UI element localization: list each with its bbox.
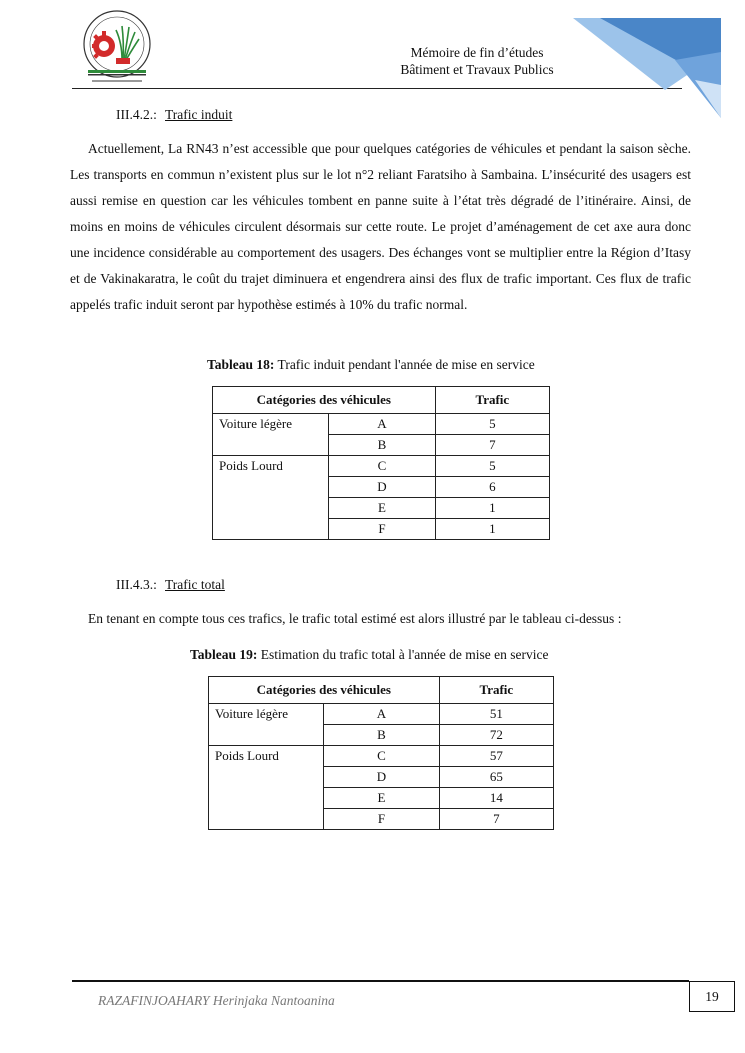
section-title: Trafic induit <box>165 107 233 122</box>
table-header-row <box>209 677 554 704</box>
table-18-caption <box>207 357 535 373</box>
school-logo-icon <box>78 8 156 88</box>
traffic-value: 1 <box>435 519 549 540</box>
category-voiture-legere: Voiture légère <box>209 704 324 746</box>
paragraph-trafic-induit: Actuellement, La RN43 n’est accessible que pour quelques catégories de véhicules et pendant la saison sèche. Les transports en commun n’existent plus sur le lot n°2 reliant Faratsiho à Sambaina. L’insécurité des usagers est aussi remise en question car les véhicules tombent en panne suite à l’état très dégradé de l’itinéraire. Ainsi, de moins en moins de véhicules circulent désormais sur cette route. Le projet d’aménagement de cet axe aura donc une incidence considérable au comportement des usagers. Des échanges vont se multiplier entre la Région d’Itasy et de Vakinakaratra, le coût du trajet diminuera et engendrera ainsi des flux de trafic important. Ces flux de trafic appelés trafic induit seront par hypothèse estimés à 10% du trafic normal. <box>70 141 691 312</box>
section-heading-trafic-total <box>116 577 225 593</box>
traffic-value: 72 <box>439 725 553 746</box>
subcategory-cell: F <box>324 809 439 830</box>
traffic-value: 57 <box>439 746 553 767</box>
paragraph-trafic-total: En tenant en compte tous ces trafics, le trafic total estimé est alors illustré par le tableau ci-dessus : <box>88 611 622 626</box>
section-title: Trafic total <box>165 577 225 592</box>
caption-text: Trafic induit pendant l'année de mise en service <box>277 357 535 372</box>
table-18 <box>212 386 550 540</box>
table-header-row <box>213 387 550 414</box>
traffic-value: 5 <box>435 456 549 477</box>
subcategory-cell: B <box>324 725 439 746</box>
section-heading-trafic-induit <box>116 107 232 123</box>
subcategory-cell: E <box>329 498 435 519</box>
subcategory-cell: B <box>329 435 435 456</box>
header-department: Bâtiment et Travaux Publics <box>400 62 554 77</box>
subcategory-cell: F <box>329 519 435 540</box>
traffic-value: 65 <box>439 767 553 788</box>
subcategory-cell: A <box>324 704 439 725</box>
header-memoire-title: Mémoire de fin d’études <box>410 45 544 60</box>
table-row <box>213 456 550 477</box>
traffic-value: 14 <box>439 788 553 809</box>
subcategory-cell: D <box>324 767 439 788</box>
section-number: III.4.3.: <box>116 577 157 592</box>
traffic-value: 7 <box>439 809 553 830</box>
header-category: Catégories des véhicules <box>213 387 436 414</box>
caption-label: Tableau 18: <box>207 357 275 372</box>
table-row <box>209 704 554 725</box>
category-poids-lourd: Poids Lourd <box>209 746 324 830</box>
subcategory-cell: C <box>329 456 435 477</box>
traffic-value: 7 <box>435 435 549 456</box>
header-category: Catégories des véhicules <box>209 677 440 704</box>
header-traffic: Trafic <box>435 387 549 414</box>
traffic-value: 51 <box>439 704 553 725</box>
traffic-value: 6 <box>435 477 549 498</box>
subcategory-cell: A <box>329 414 435 435</box>
traffic-value: 1 <box>435 498 549 519</box>
table-row <box>213 414 550 435</box>
page-number: 19 <box>689 981 735 1012</box>
category-voiture-legere: Voiture légère <box>213 414 329 456</box>
caption-label: Tableau 19: <box>190 647 258 662</box>
subcategory-cell: C <box>324 746 439 767</box>
section-number: III.4.2.: <box>116 107 157 122</box>
traffic-value: 5 <box>435 414 549 435</box>
table-19-caption <box>190 647 548 663</box>
subcategory-cell: D <box>329 477 435 498</box>
footer-author: RAZAFINJOAHARY Herinjaka Nantoanina <box>98 993 335 1008</box>
decorative-corner-icon <box>545 0 745 125</box>
table-row <box>209 746 554 767</box>
subcategory-cell: E <box>324 788 439 809</box>
table-19 <box>208 676 554 830</box>
category-poids-lourd: Poids Lourd <box>213 456 329 540</box>
header-traffic: Trafic <box>439 677 553 704</box>
caption-text: Estimation du trafic total à l'année de mise en service <box>260 647 549 662</box>
footer-divider <box>72 980 689 982</box>
